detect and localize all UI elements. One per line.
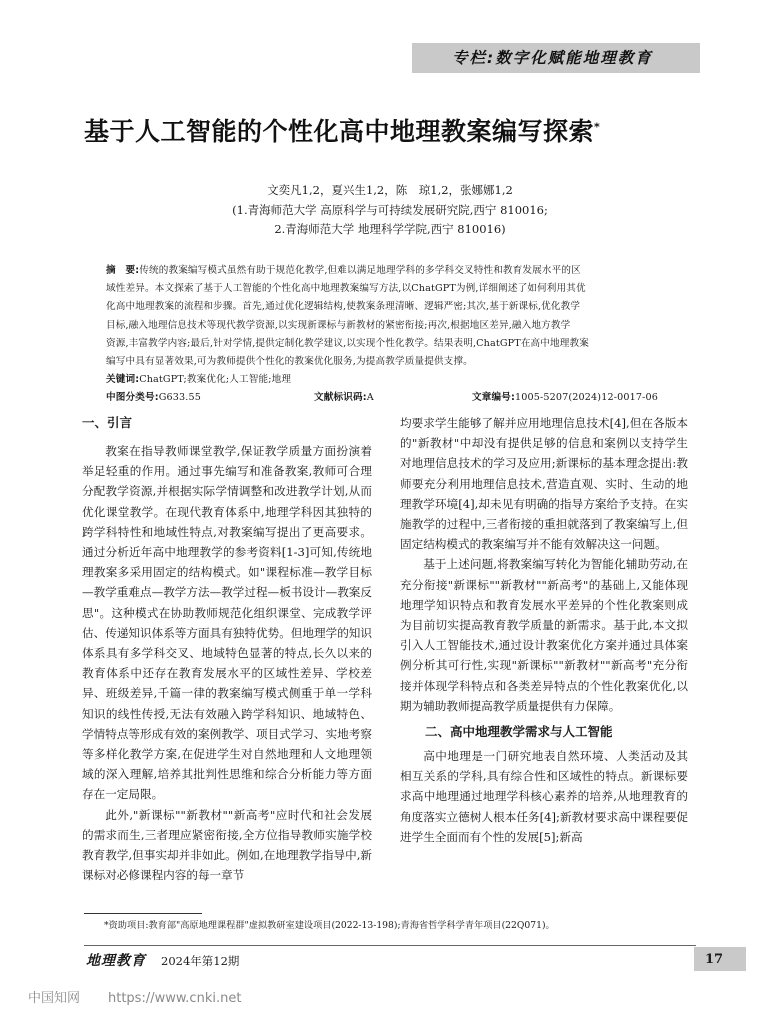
- page-number: 17: [704, 952, 724, 967]
- right-column: [400, 413, 688, 847]
- clc-label: 中图分类号:: [106, 392, 159, 404]
- clc-number: G633.55: [158, 392, 202, 404]
- footnote-rule: [84, 913, 202, 914]
- keywords: ChatGPT;教案优化;人工智能;地理: [139, 374, 292, 386]
- paragraph: 教案在指导教师课堂教学,保证教学质量方面扮演着举足轻重的作用。通过事先编写和准备教案,教师可合理分配教学资源,并根据实际学情调整和改进教学计划,从而优化课堂教学。在现代教育体系中,地理学科因其独特的跨学科特性和地域性特点,对教案编写提出了更高要求。通过分析近年高中地理教学的参考资料[1-3]可知,传统地理教案多采用固定的结构模式。如"课程标准—教学目标—教学重难点—教学方法—教学过程—板书设计—教案反思"。这种模式在协助教师规范化组织课堂、完成教学评估、传递知识体系等方面具有独特优势。但地理学的知识体系具有多学科交叉、地域特色显著的特点,长久以来的教育体系中还存在教育发展水平的区域性差异、学校差异、班级差异,千篇一律的教案编写模式侧重于单一学科知识的线性传授,无法有效融入跨学科知识、地域特色、学情特点等形成有效的案例教学、项目式学习、实地考察等多样化教学方案,在促进学生对自然地理和人文地理领域的深入理解,培养其批判性思维和综合分析能力等方面存在一定局限。: [82, 444, 373, 802]
- cnki-url-link[interactable]: https://www.cnki.net: [108, 991, 242, 1006]
- footnote: *资助项目:教育部"高原地理课程群"虚拟教研室建设项目(2022-13-198);青海省哲学科学青年项目(22Q071)。: [104, 920, 555, 931]
- affiliation-1: (1.青海师范大学 高原科学与可持续发展研究院,西宁 810016;: [232, 203, 548, 217]
- paragraph: 高中地理是一门研究地表自然环境、人类活动及其相互关系的学科,具有综合性和区域性的特点。新课标要求高中地理通过地理学科核心素养的培养,从地理教育的角度落实立德树人根本任务[4];新教材要求高中课程要促进学生全面而有个性的发展[5];新高: [400, 749, 688, 844]
- section-heading-intro: 一、引言: [82, 415, 133, 430]
- doc-code-label: 文献标识码:: [314, 392, 367, 404]
- abstract-label: 摘 要:: [106, 265, 140, 276]
- abstract-line: 化高中地理教案的流程和步骤。首先,通过优化逻辑结构,使教案条理清晰、逻辑严密;其次,基于新课标,优化教学: [106, 301, 581, 313]
- paper-title-text: 基于人工智能的个性化高中地理教案编写探索: [84, 117, 595, 146]
- abstract-line: 资源,丰富教学内容;最后,针对学情,提供定制化教学建议,以实现个性化教学。结果表明,ChatGPT在高中地理教案: [106, 337, 590, 349]
- keywords-label: 关键词:: [106, 374, 140, 386]
- footer-rule: [84, 945, 696, 946]
- paragraph: 基于上述问题,将教案编写转化为智能化辅助劳动,在充分衔接"新课标""新教材""新高考"的基础上,又能体现地理学知识特点和教育发展水平差异的个性化教案则成为目前切实提高教育教学质量的新需求。基于此,本文拟引入人工智能技术,通过设计教案优化方案并通过具体案例分析其可行性,实现"新课标""新教材""新高考"充分衔接并体现学科特点和各类差异特点的个性化教案优化,以期为辅助教师提高教学质量提供有力保障。: [400, 557, 689, 713]
- abstract-line: 编写中具有显著效果,可为教师提供个性化的教案优化服务,为提高教学质量提供支撑。: [106, 356, 473, 368]
- left-column: [82, 413, 372, 885]
- paragraph: 此外,"新课标""新教材""新高考"应时代和社会发展的需求而生,三者理应紧密衔接,全方位指导教师实施学校教育教学,但事实却并非如此。例如,在地理教学指导中,新课标对必修课程内容的每一章节: [82, 807, 373, 883]
- abstract-line: 目标,融入地理信息技术等现代教学资源,以实现新课标与新教材的紧密衔接;再次,根据地区差异,融入地方教学: [106, 319, 571, 331]
- article-number: 1005-5207(2024)12-0017-06: [514, 392, 659, 404]
- article-number-label: 文章编号:: [472, 392, 515, 404]
- abstract-line: 域性差异。本文探索了基于人工智能的个性化高中地理教案编写方法,以ChatGPT为例,详细阐述了如何利用其优: [106, 283, 586, 295]
- column-header: 专栏:数字化赋能地理教育: [452, 49, 653, 67]
- funding-mark: *: [594, 120, 601, 134]
- author-list: 文奕凡1,2，夏兴生1,2，陈 琼1,2，张娜娜1,2: [267, 183, 513, 197]
- abstract-block: [106, 262, 662, 407]
- cnki-brand[interactable]: 中国知网: [28, 991, 81, 1006]
- doc-code: A: [366, 392, 374, 404]
- issue-label: 2024年第12期: [161, 954, 240, 968]
- paragraph: 均要求学生能够了解并应用地理信息技术[4],但在各版本的"新教材"中却没有提供足够的信息和案例以支持学生对地理信息技术的学习及应用;新课标的基本理念提出:教师要充分利用地理信息技术,营造直观、实时、生动的地理教学环境[4],却未见有明确的指导方案给予支持。在实施教学的过程中,三者衔接的重担就落到了教案编写上,但固定结构模式的教案编写并不能有效解决这一问题。: [400, 416, 688, 552]
- journal-logo: 地理教育: [86, 953, 146, 969]
- abstract-line: 传统的教案编写模式虽然有助于规范化教学,但难以满足地理学科的多学科交叉特性和教育发展水平的区: [139, 265, 581, 276]
- section-heading-needs: 二、高中地理教学需求与人工智能: [425, 724, 613, 740]
- affiliation-2: 2.青海师范大学 地理科学学院,西宁 810016): [274, 222, 506, 236]
- paper-title: [84, 114, 694, 150]
